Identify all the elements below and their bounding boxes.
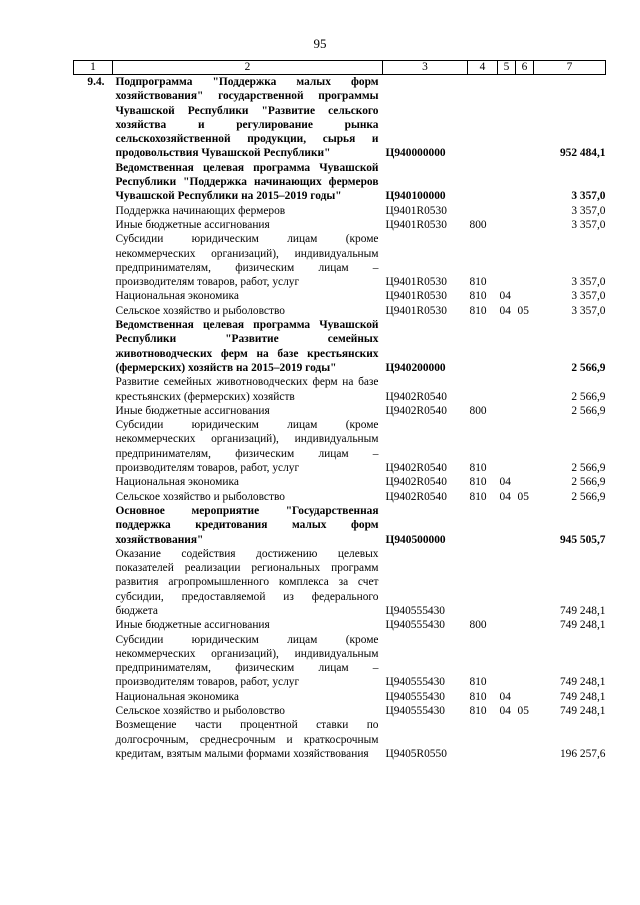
row-number xyxy=(74,633,113,690)
section-code xyxy=(498,633,516,690)
column-header: 7 xyxy=(534,61,606,75)
column-header: 3 xyxy=(383,61,468,75)
row-amount: 196 257,6 xyxy=(559,747,606,760)
target-article-code: Ц9402R0540 xyxy=(385,490,447,503)
target-article-code: Ц940200000 xyxy=(385,361,446,374)
row-number xyxy=(74,618,113,632)
table-row xyxy=(74,218,606,232)
table-row xyxy=(74,504,606,547)
table-row xyxy=(74,289,606,303)
subsection-code xyxy=(516,204,534,218)
row-number xyxy=(74,232,113,289)
row-amount: 2 566,9 xyxy=(571,390,606,403)
row-amount: 3 357,0 xyxy=(571,290,606,303)
subsection-code xyxy=(516,375,534,404)
section-code xyxy=(498,75,516,161)
target-article-code: Ц940555430 xyxy=(385,619,445,632)
subsection-code xyxy=(516,504,534,547)
table-row xyxy=(74,718,606,761)
subsection-code xyxy=(516,718,534,761)
subsection-code xyxy=(516,289,534,303)
subsection-code: 05 xyxy=(517,705,529,718)
row-name: Национальная экономика xyxy=(115,290,239,303)
page-number: 95 xyxy=(313,36,327,51)
target-article-code: Ц9405R0550 xyxy=(385,747,447,760)
table-row xyxy=(74,375,606,404)
column-header-row xyxy=(74,61,606,75)
section-code xyxy=(498,204,516,218)
row-number xyxy=(74,418,113,475)
target-article-code: Ц940555430 xyxy=(385,690,445,703)
target-article-code: Ц9402R0540 xyxy=(385,462,447,475)
row-name: Оказание содействия достижению целевых показателей реализации региональных программ развития агропромышленного комплекса за счет субсидии, предоставляемой из федерального бюджета xyxy=(115,547,379,617)
row-amount: 2 566,9 xyxy=(571,404,606,417)
expense-type xyxy=(468,547,498,618)
row-number xyxy=(74,304,113,318)
row-name: Ведомственная целевая программа Чувашской Республики "Развитие семейных животноводческих ферм на базе крестьянских (фермерских) хозяйств на 2015–2019 годы" xyxy=(115,319,379,374)
subsection-code xyxy=(516,633,534,690)
subsection-code: 05 xyxy=(517,304,529,317)
expense-type xyxy=(468,718,498,761)
row-amount: 749 248,1 xyxy=(559,705,606,718)
expense-type: 810 xyxy=(469,490,487,503)
table-row xyxy=(74,204,606,218)
row-number xyxy=(74,204,113,218)
row-name: Иные бюджетные ассигнования xyxy=(115,619,270,632)
target-article-code: Ц940000000 xyxy=(385,147,446,160)
expense-type: 810 xyxy=(469,705,487,718)
section-code: 04 xyxy=(499,476,511,489)
target-article-code: Ц940555430 xyxy=(385,604,445,617)
subsection-code xyxy=(516,232,534,289)
row-amount: 3 357,0 xyxy=(571,190,606,203)
row-name: Национальная экономика xyxy=(115,476,239,489)
row-amount: 749 248,1 xyxy=(559,619,606,632)
expense-type: 800 xyxy=(469,619,487,632)
row-number xyxy=(74,547,113,618)
column-header: 6 xyxy=(516,61,534,75)
row-name: Ведомственная целевая программа Чувашской Республики "Поддержка начинающих фермеров Чувашской Республики на 2015–2019 годы" xyxy=(115,161,379,203)
section-code xyxy=(498,547,516,618)
table-row xyxy=(74,418,606,475)
table-row xyxy=(74,304,606,318)
row-number xyxy=(74,718,113,761)
table-row xyxy=(74,547,606,618)
target-article-code: Ц9402R0540 xyxy=(385,404,447,417)
row-name: Субсидии юридическим лицам (кроме некоммерческих организаций), индивидуальным предпринимателям, физическим лицам – производителям товаров, работ, услуг xyxy=(115,419,379,475)
row-name: Иные бюджетные ассигнования xyxy=(115,404,270,417)
row-name: Сельское хозяйство и рыболовство xyxy=(115,490,285,503)
row-amount: 749 248,1 xyxy=(559,690,606,703)
row-number xyxy=(74,161,113,204)
row-amount: 3 357,0 xyxy=(571,304,606,317)
subsection-code xyxy=(516,161,534,204)
row-number: 9.4. xyxy=(87,76,105,88)
section-code xyxy=(498,318,516,375)
column-header: 2 xyxy=(113,61,383,75)
row-amount: 2 566,9 xyxy=(571,361,606,374)
row-number xyxy=(74,475,113,489)
row-amount: 3 357,0 xyxy=(571,204,606,217)
table-row xyxy=(74,690,606,704)
row-amount: 749 248,1 xyxy=(559,604,606,617)
target-article-code: Ц940555430 xyxy=(385,676,445,689)
section-code: 04 xyxy=(499,690,511,703)
target-article-code: Ц9401R0530 xyxy=(385,290,447,303)
table-row xyxy=(74,475,606,489)
table-row xyxy=(74,618,606,632)
table-row xyxy=(74,161,606,204)
row-number xyxy=(74,289,113,303)
expense-type xyxy=(468,504,498,547)
section-code xyxy=(498,218,516,232)
row-number xyxy=(74,504,113,547)
expense-type: 810 xyxy=(469,290,487,303)
expense-type xyxy=(468,161,498,204)
row-amount: 3 357,0 xyxy=(571,276,606,289)
row-name: Иные бюджетные ассигнования xyxy=(115,218,270,231)
target-article-code: Ц9402R0540 xyxy=(385,476,447,489)
table-row xyxy=(74,704,606,718)
subsection-code: 05 xyxy=(517,490,529,503)
budget-table xyxy=(73,60,606,761)
subsection-code xyxy=(516,404,534,418)
table-row xyxy=(74,490,606,504)
row-name: Субсидии юридическим лицам (кроме некоммерческих организаций), индивидуальным предпринимателям, физическим лицам – производителям товаров, работ, услуг xyxy=(115,233,379,289)
row-number xyxy=(74,490,113,504)
section-code xyxy=(498,718,516,761)
row-amount: 945 505,7 xyxy=(559,533,606,546)
subsection-code xyxy=(516,475,534,489)
target-article-code: Ц9401R0530 xyxy=(385,276,447,289)
row-name: Развитие семейных животноводческих ферм на базе крестьянских (фермерских) хозяйств xyxy=(115,376,379,403)
section-code: 04 xyxy=(499,290,511,303)
column-header: 5 xyxy=(498,61,516,75)
row-name: Поддержка начинающих фермеров xyxy=(115,204,286,217)
section-code xyxy=(498,418,516,475)
row-amount: 2 566,9 xyxy=(571,490,606,503)
row-name: Сельское хозяйство и рыболовство xyxy=(115,705,285,718)
section-code xyxy=(498,375,516,404)
column-header: 4 xyxy=(468,61,498,75)
row-name: Субсидии юридическим лицам (кроме некоммерческих организаций), индивидуальным предпринимателям, физическим лицам – производителям товаров, работ, услуг xyxy=(115,633,379,689)
table-row xyxy=(74,318,606,375)
row-name: Национальная экономика xyxy=(115,690,239,703)
column-header: 1 xyxy=(74,61,113,75)
target-article-code: Ц940100000 xyxy=(385,190,446,203)
subsection-code xyxy=(516,75,534,161)
section-code: 04 xyxy=(499,490,511,503)
row-name: Возмещение части процентной ставки по долгосрочным, среднесрочным и краткосрочным кредитам, взятым малыми формами хозяйствования xyxy=(115,719,379,760)
section-code: 04 xyxy=(499,705,511,718)
table-row xyxy=(74,633,606,690)
section-code xyxy=(498,504,516,547)
table-row xyxy=(74,75,606,161)
expense-type xyxy=(468,318,498,375)
table-row xyxy=(74,404,606,418)
subsection-code xyxy=(516,218,534,232)
row-number xyxy=(74,375,113,404)
row-number xyxy=(74,404,113,418)
target-article-code: Ц9401R0530 xyxy=(385,304,447,317)
subsection-code xyxy=(516,690,534,704)
section-code xyxy=(498,618,516,632)
expense-type xyxy=(468,75,498,161)
section-code xyxy=(498,161,516,204)
row-number xyxy=(74,690,113,704)
row-number xyxy=(74,218,113,232)
subsection-code xyxy=(516,618,534,632)
expense-type: 800 xyxy=(469,218,487,231)
expense-type: 810 xyxy=(469,462,487,475)
target-article-code: Ц940555430 xyxy=(385,705,445,718)
row-name: Сельское хозяйство и рыболовство xyxy=(115,304,285,317)
row-name: Подпрограмма "Поддержка малых форм хозяйствования" государственной программы Чувашской Республики "Развитие сельского хозяйства и регулирование рынка сельскохозяйственной продукции, сырья и продовольствия Чувашской Республики" xyxy=(115,76,379,160)
row-amount: 2 566,9 xyxy=(571,476,606,489)
row-amount: 2 566,9 xyxy=(571,462,606,475)
subsection-code xyxy=(516,418,534,475)
subsection-code xyxy=(516,318,534,375)
expense-type: 810 xyxy=(469,276,487,289)
subsection-code xyxy=(516,547,534,618)
row-amount: 952 484,1 xyxy=(559,147,606,160)
section-code xyxy=(498,404,516,418)
section-code: 04 xyxy=(499,304,511,317)
expense-type: 810 xyxy=(469,476,487,489)
target-article-code: Ц9401R0530 xyxy=(385,218,447,231)
target-article-code: Ц940500000 xyxy=(385,533,446,546)
expense-type: 800 xyxy=(469,404,487,417)
table-row xyxy=(74,232,606,289)
expense-type: 810 xyxy=(469,676,487,689)
row-amount: 749 248,1 xyxy=(559,676,606,689)
target-article-code: Ц9402R0540 xyxy=(385,390,447,403)
row-name: Основное мероприятие "Государственная поддержка кредитования малых форм хозяйствования" xyxy=(115,504,379,546)
row-number xyxy=(74,318,113,375)
row-amount: 3 357,0 xyxy=(571,218,606,231)
row-number xyxy=(74,704,113,718)
expense-type xyxy=(468,375,498,404)
target-article-code: Ц9401R0530 xyxy=(385,204,447,217)
expense-type: 810 xyxy=(469,690,487,703)
section-code xyxy=(498,232,516,289)
expense-type xyxy=(468,204,498,218)
expense-type: 810 xyxy=(469,304,487,317)
